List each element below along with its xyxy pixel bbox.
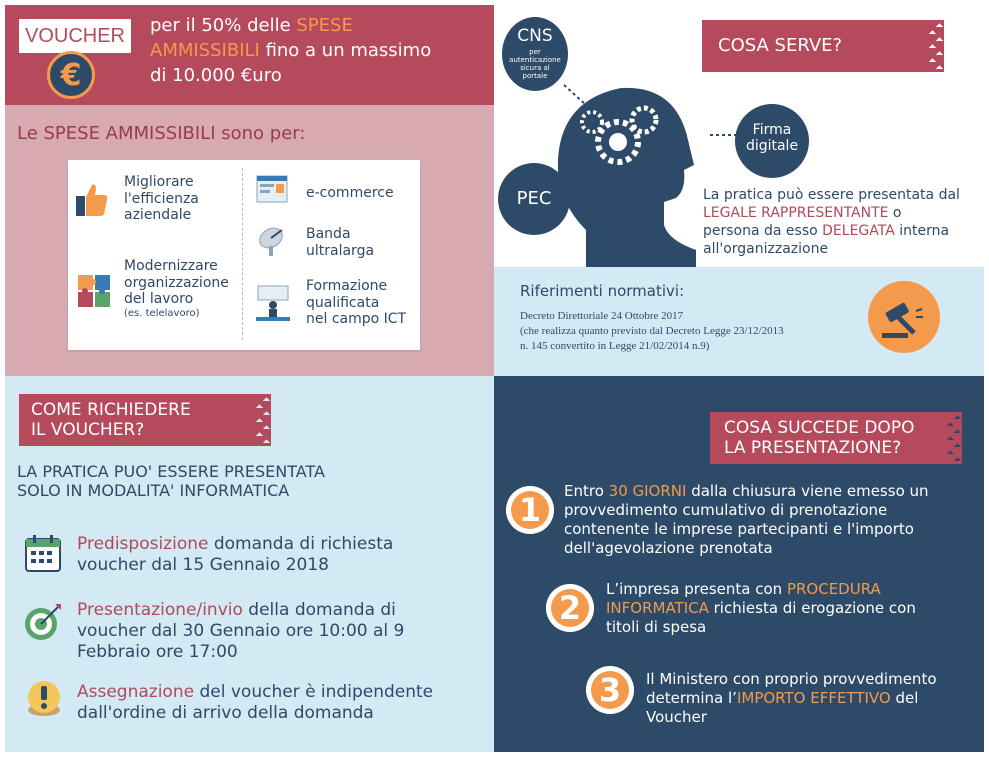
cosa-succede-panel <box>494 376 984 752</box>
spese-item-2: Modernizzare organizzazione del lavoro (es. telelavoro) <box>124 258 229 319</box>
voucher-header-panel <box>5 5 494 105</box>
pec-circle: PEC <box>498 163 570 235</box>
riferimenti-panel <box>494 267 984 376</box>
spese-item-1: Migliorare l'efficienza aziendale <box>124 174 199 224</box>
spese-title: Le SPESE AMMISSIBILI sono per: <box>17 123 306 144</box>
voucher-badge-label: VOUCHER <box>24 25 125 47</box>
spese-item-4: Banda ultralarga <box>306 226 375 259</box>
step-presentazione: Presentazione/invio della domanda di voucher dal 30 Gennaio ore 10:00 al 9 Febbraio ore 17:00 <box>77 600 405 662</box>
riferimenti-body: Decreto Direttoriale 24 Ottobre 2017 (che realizza quanto previsto dal Decreto Legge 23/12/2013 n. 145 convertito in Legge 21/02/2014 n.9) <box>520 310 784 352</box>
riferimenti-title: Riferimenti normativi: <box>520 282 685 300</box>
dopo-step-1: Entro 30 GIORNI dalla chiusura viene emesso un provvedimento cumulativo di prenotazione contenente le imprese partecipanti e l'importo dell'agevolazione prenotata <box>564 482 929 557</box>
come-richiedere-title: COME RICHIEDERE IL VOUCHER? <box>19 394 255 446</box>
spese-item-5: Formazione qualificata nel campo ICT <box>306 278 407 328</box>
step-assegnazione: Assegnazione del voucher è indipendente dall'ordine di arrivo della domanda <box>77 682 434 723</box>
satellite-dish-icon <box>258 224 288 258</box>
gavel-icon <box>868 281 940 353</box>
web-page-icon <box>256 174 288 206</box>
exclamation-icon <box>27 680 61 718</box>
cosa-succede-title: COSA SUCCEDE DOPO LA PRESENTAZIONE? <box>710 412 946 464</box>
dopo-step-2: L’impresa presenta con PROCEDURA INFORMATICA richiesta di erogazione con titoli di spesa <box>606 580 916 636</box>
voucher-text: per il 50% delle SPESE AMMISSIBILI fino a un massimo di 10.000 €uro <box>150 15 432 86</box>
step-number-1: 1 <box>506 486 554 534</box>
calendar-icon <box>25 534 61 572</box>
come-richiedere-panel <box>5 376 494 752</box>
puzzle-icon <box>76 273 112 313</box>
euro-coin-icon: € <box>47 51 95 99</box>
spese-item-3: e-commerce <box>306 185 394 201</box>
modalita-text: LA PRATICA PUO' ESSERE PRESENTATA SOLO IN MODALITA' INFORMATICA <box>17 462 325 500</box>
dopo-step-3: Il Ministero con proprio provvedimento determina l’IMPORTO EFFETTIVO del Voucher <box>646 670 937 726</box>
firma-digitale-circle: Firma digitale <box>735 104 809 178</box>
cosa-serve-text: La pratica può essere presentata dal LEGALE RAPPRESENTANTE o persona da esso DELEGATA interna all'organizzazione <box>703 187 960 257</box>
cosa-serve-title: COSA SERVE? <box>702 20 928 72</box>
step-number-3: 3 <box>586 666 634 714</box>
presentation-icon <box>256 284 290 322</box>
target-icon <box>23 602 63 642</box>
step-predisposizione: Predisposizione domanda di richiesta voucher dal 15 Gennaio 2018 <box>77 534 394 575</box>
step-number-2: 2 <box>546 584 594 632</box>
spese-panel <box>5 105 494 376</box>
voucher-badge <box>19 19 131 53</box>
spese-card <box>68 160 420 350</box>
thumbs-up-icon <box>76 182 108 218</box>
cosa-serve-panel <box>494 5 984 267</box>
cns-circle: CNS per autenticazione sicura al portale <box>502 17 568 91</box>
